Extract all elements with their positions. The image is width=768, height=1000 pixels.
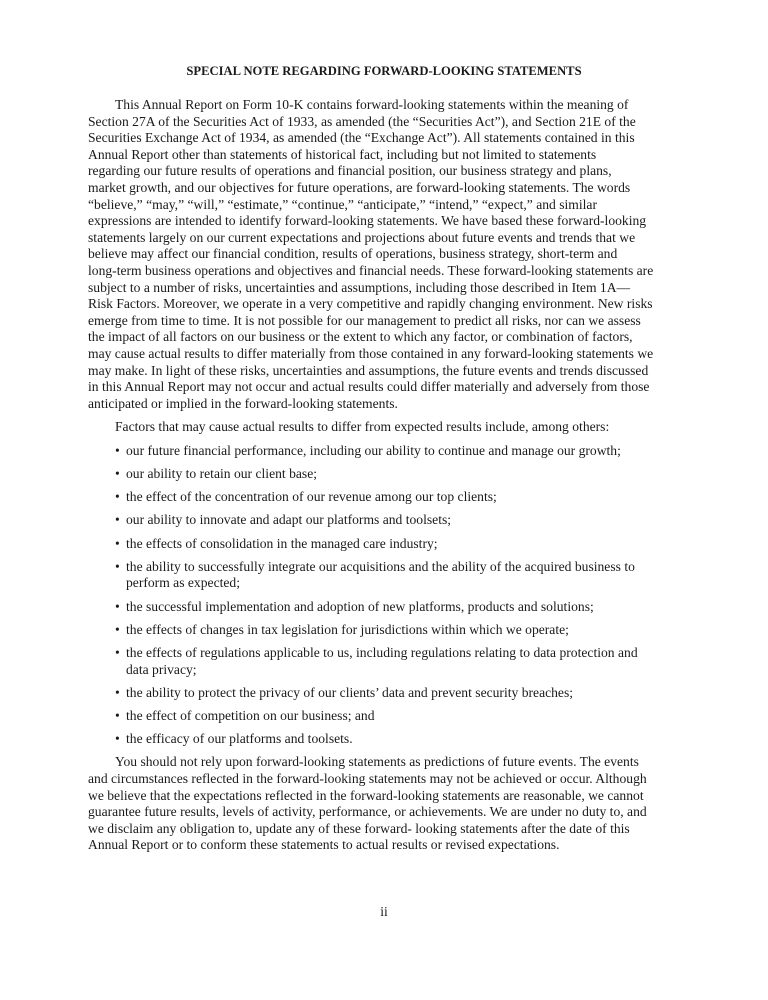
text-line: data privacy; — [126, 661, 197, 677]
list-item — [115, 443, 688, 460]
text-line: subject to a number of risks, uncertainties and assumptions, including those described in Item 1A— — [88, 279, 631, 295]
text-line: • the effects of regulations applicable to us, including regulations relating to data protection and — [126, 644, 638, 660]
text-line: • the ability to successfully integrate our acquisitions and the ability of the acquired business to — [126, 558, 635, 574]
text-line: • the effects of changes in tax legislation for jurisdictions within which we operate; — [126, 621, 569, 637]
text-line: the impact of all factors on our business or the extent to which any factor, or combination of factors, — [88, 329, 633, 345]
list-item — [115, 599, 688, 616]
document-body — [88, 97, 688, 861]
list-item — [115, 708, 688, 725]
list-item — [115, 685, 688, 702]
text-line: • the successful implementation and adoption of new platforms, products and solutions; — [126, 598, 594, 614]
text-line: Annual Report or to conform these statements to actual results or revised expectations. — [88, 837, 560, 853]
text-line: long-term business operations and objectives and financial needs. These forward-looking statements are — [88, 262, 654, 278]
text-line: and circumstances reflected in the forward-looking statements may not be achieved or occur. Although — [88, 770, 647, 786]
text-line: • the effects of consolidation in the managed care industry; — [126, 535, 438, 551]
factors-intro: Factors that may cause actual results to differ from expected results include, among others: — [115, 419, 610, 435]
section-title: SPECIAL NOTE REGARDING FORWARD-LOOKING STATEMENTS — [186, 64, 582, 78]
text-line: may cause actual results to differ materially from those contained in any forward-looking statements we — [88, 345, 654, 361]
text-line: emerge from time to time. It is not possible for our management to predict all risks, nor can we assess — [88, 312, 641, 328]
text-line: Annual Report other than statements of historical fact, including but not limited to statements — [88, 146, 597, 162]
text-line: • our ability to innovate and adapt our platforms and toolsets; — [126, 512, 452, 528]
text-line: • the ability to protect the privacy of our clients’ data and prevent security breaches; — [126, 684, 574, 700]
text-line: • the effect of competition on our business; and — [126, 707, 375, 723]
text-line: may make. In light of these risks, uncertainties and assumptions, the future events and trends discussed — [88, 362, 649, 378]
text-line: • our ability to retain our client base; — [126, 466, 318, 482]
text-line: • our future financial performance, including our ability to continue and manage our growth; — [126, 442, 621, 458]
list-item — [115, 512, 688, 529]
text-line: guarantee future results, levels of activity, performance, or achievements. We are under no duty to, and — [88, 804, 647, 820]
text-line: You should not rely upon forward-looking statements as predictions of future events. The events — [115, 754, 639, 770]
text-line: This Annual Report on Form 10-K contains forward-looking statements within the meaning of — [115, 97, 629, 112]
list-item — [115, 731, 688, 748]
text-line: expressions are intended to identify forward-looking statements. We have based these forward-looking — [88, 213, 647, 229]
text-line: statements largely on our current expectations and projections about future events and trends that we — [88, 229, 636, 245]
text-line: believe may affect our financial condition, results of operations, business strategy, short-term and — [88, 246, 618, 262]
list-item — [115, 559, 688, 592]
paragraph-reliance — [88, 754, 688, 854]
list-item — [115, 489, 688, 506]
text-line: perform as expected; — [126, 575, 240, 591]
text-line: • the efficacy of our platforms and toolsets. — [126, 731, 353, 747]
text-line: Section 27A of the Securities Act of 1933, as amended (the “Securities Act”), and Section 21E of the — [88, 113, 636, 129]
text-line: Securities Exchange Act of 1934, as amended (the “Exchange Act”). All statements contained in this — [88, 130, 635, 146]
list-item — [115, 536, 688, 553]
page-number: ii — [380, 904, 388, 919]
text-line: we disclaim any obligation to, update any of these forward- looking statements after the date of this — [88, 820, 630, 836]
text-line: we believe that the expectations reflected in the forward-looking statements are reasonable, we cannot — [88, 787, 644, 803]
list-item — [115, 645, 688, 678]
text-line: in this Annual Report may not occur and actual results could differ materially and adversely from those — [88, 379, 650, 395]
factors-list — [88, 443, 688, 748]
text-line: • the effect of the concentration of our revenue among our top clients; — [126, 489, 497, 505]
list-item — [115, 622, 688, 639]
text-line: “believe,” “may,” “will,” “estimate,” “continue,” “anticipate,” “intend,” “expect,” and similar — [88, 196, 597, 212]
text-line: anticipated or implied in the forward-looking statements. — [88, 395, 398, 411]
list-item — [115, 466, 688, 483]
text-line: regarding our future results of operations and financial position, our business strategy and plans, — [88, 163, 612, 179]
paragraph-forward-looking — [88, 97, 688, 412]
text-line: market growth, and our objectives for future operations, are forward-looking statements. The words — [88, 179, 631, 195]
text-line: Risk Factors. Moreover, we operate in a very competitive and rapidly changing environment. New risks — [88, 296, 653, 312]
